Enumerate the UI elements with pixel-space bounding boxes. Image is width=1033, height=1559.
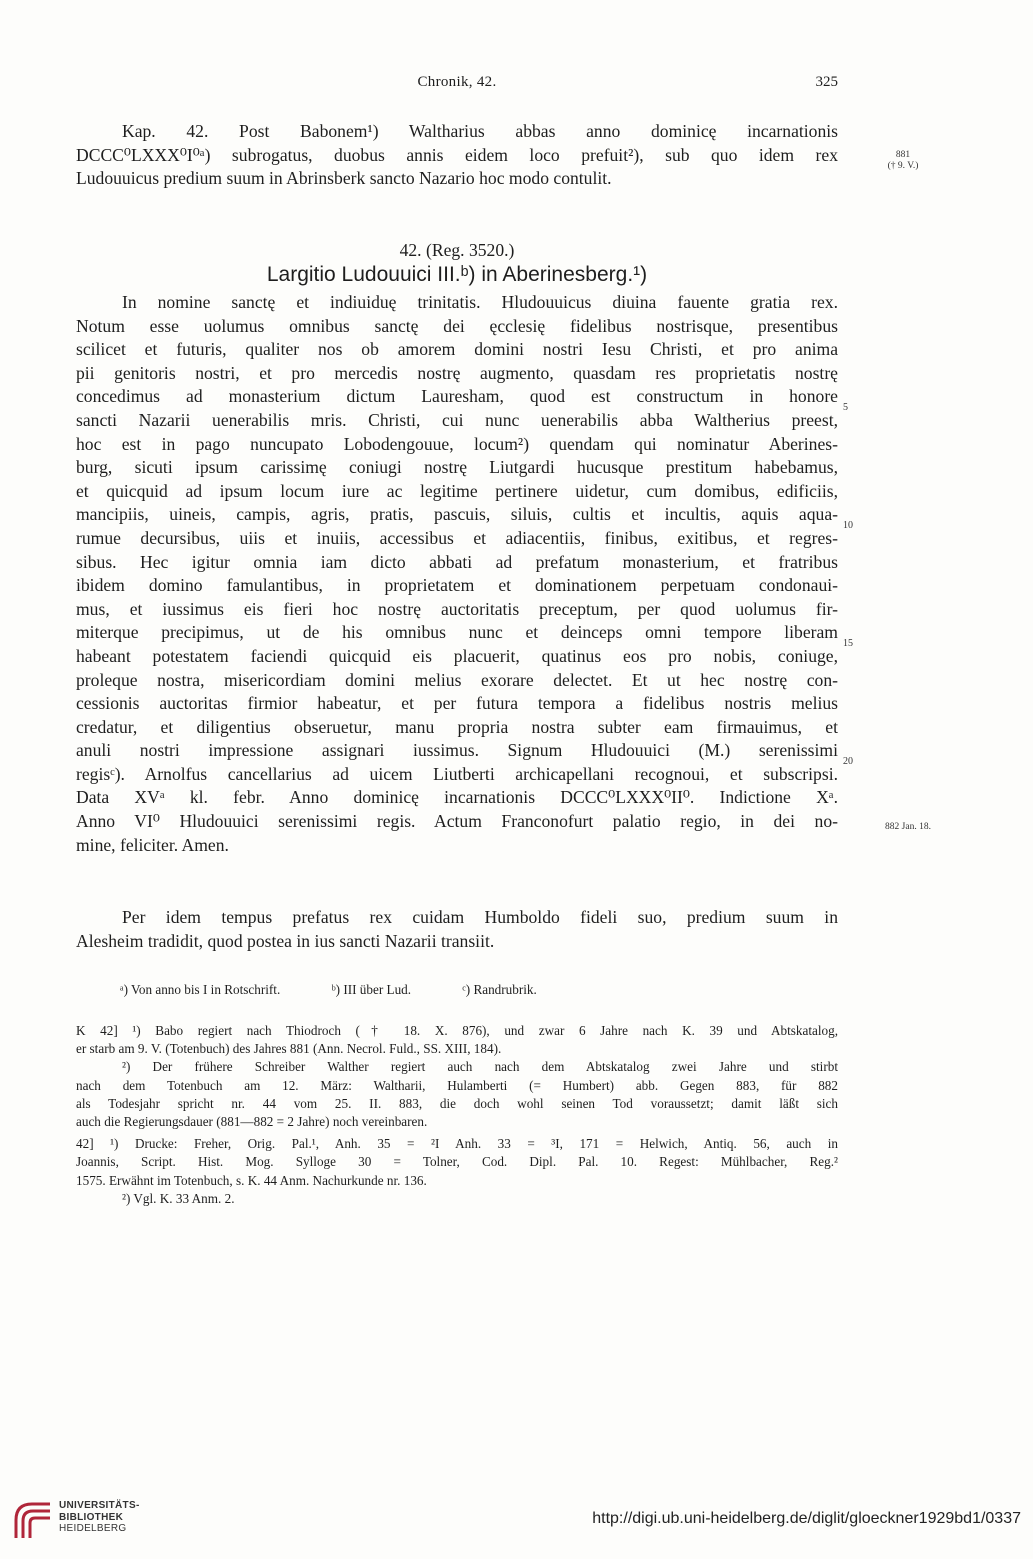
charter-line: Notum esse uolumus omnibus sanctę dei ęcclesię fidelibus nostrisque, presentibus (76, 315, 838, 336)
line-number-15: 15 (843, 638, 853, 649)
charter-line: mus, et iussimus eis fieri hoc nostrę auctoritatis preceptum, per quod uolumus fir- (76, 598, 838, 619)
intro-line: Kap. 42. Post Babonem¹) Waltharius abbas anno dominicę incarnationis (122, 121, 838, 141)
charter-line: concedimus ad monasterium dictum Lauresham, quod est constructum in honore (76, 386, 838, 407)
footnote-line: 1575. Erwähnt im Totenbuch, s. K. 44 Anm. Nachurkunde nr. 136. (76, 1172, 427, 1188)
charter-line: habeant potestatem faciendi quicquid eis placuerit, quatinus eos pro nobis, coniuge, (76, 645, 838, 666)
charter-line: rumue decursibus, uiis et inuiis, accessibus et adiacentiis, finibus, exitibus, et regres- (76, 527, 838, 548)
footnote-line: als Todesjahr spricht nr. 44 vom 25. II. 883, die doch wohl seinen Tod voraussetzt; damit läßt sich (76, 1095, 838, 1111)
footnote-line: 42] ¹) Drucke: Freher, Orig. Pal.¹, Anh. 35 = ²I Anh. 33 = ³I, 171 = Helwich, Antiq. 56, auch in (76, 1136, 838, 1152)
footnote-line: er starb am 9. V. (Totenbuch) des Jahres 881 (Ann. Necrol. Fuld., SS. XIII, 184). (76, 1041, 502, 1057)
charter-line: sancti Nazarii uenerabilis mris. Christi, cui nunc uenerabilis abba Waltherius preest, (76, 409, 838, 430)
source-url-link[interactable]: http://digi.ub.uni-heidelberg.de/diglit/gloeckner1929bd1/0337 (592, 1510, 1021, 1527)
charter-number: 42. (Reg. 3520.) (399, 240, 515, 260)
textual-apparatus (120, 982, 720, 998)
charter-line: Data XVᵃ kl. febr. Anno dominicę incarnationis DCCC⁰LXXX⁰II⁰. Indictione Xᵃ. (76, 787, 838, 808)
footnote-line: nach dem Totenbuch am 12. März: Waltharii, Hulamberti (= Humbert) abb. Gegen 883, für 882 (76, 1077, 838, 1093)
charter-line: credatur, et diligentius obseruetur, manu propria nostra subter eam firmauimus, et (76, 716, 838, 737)
apparatus-a: ᵃ) Von anno bis I in Rotschrift. (120, 982, 281, 997)
page-number: 325 (815, 74, 838, 90)
margin-note-882: 882 Jan. 18. (885, 822, 931, 832)
charter-line: hoc est in pago nuncupato Lobodengouue, locum²) quendam qui nominatur Aberines- (76, 433, 838, 454)
intro-line: Ludouuicus predium suum in Abrinsberk sancto Nazario hoc modo contulit. (76, 168, 612, 189)
running-head-title: Chronik, 42. (417, 74, 497, 90)
charter-line: mine, feliciter. Amen. (76, 834, 229, 855)
footnote-line: K 42] ¹) Babo regiert nach Thiodroch († 18. X. 876), und zwar 6 Jahre nach K. 39 und Abtskatalog, (76, 1023, 838, 1038)
charter-line: proleque nostra, misericordiam domini melius exorare delectet. Et ut hec nostrę con- (76, 669, 838, 690)
charter-line: sibus. Hec igitur omnia iam dicto abbati ad prefatum monasterium, et fratribus (76, 551, 838, 572)
footnote-line: ²) Der frühere Schreiber Walther regiert auch nach dem Abtskatalog zwei Jahre und stirbt (122, 1059, 838, 1075)
closing-line: Per idem tempus prefatus rex cuidam Humboldo fideli suo, predium suum in (122, 907, 838, 927)
charter-line: In nomine sanctę et indiuiduę trinitatis. Hludouuicus diuina fauente gratia rex. (122, 292, 838, 312)
footnotes (76, 1022, 838, 1208)
footnote-line: auch die Regierungsdauer (881—882 = 2 Jahre) noch vereinbaren. (76, 1114, 428, 1130)
closing-paragraph (76, 906, 838, 953)
charter-line: Anno VI⁰ Hludouuici serenissimi regis. Actum Franconofurt palatio regio, in dei no- (76, 811, 838, 832)
closing-line: Alesheim tradidit, quod postea in ius sancti Nazarii transiit. (76, 930, 495, 951)
charter-line: miterque precipimus, ut de his omnibus nunc et deinceps omni tempore liberam (76, 622, 838, 643)
charter-title: Largitio Ludouuici III.ᵇ) in Aberinesberg.¹) (266, 263, 648, 286)
charter-line: cessionis auctoritas firmior habeatur, et per futura tempora a fidelibus nostris melius (76, 693, 838, 714)
apparatus-b: ᵇ) III über Lud. (331, 982, 412, 997)
apparatus-c: ᶜ) Randrubrik. (462, 982, 537, 997)
footnote-line: Joannis, Script. Hist. Mog. Sylloge 30 = Tolner, Cod. Dipl. Pal. 10. Regest: Mühlbacher, Reg.² (76, 1154, 838, 1170)
charter-line: mancipiis, uineis, campis, agris, pratis, pascuis, siluis, cultis et incultis, aquis aqua- (76, 504, 838, 525)
line-number-20: 20 (843, 756, 853, 767)
charter-line: ibidem domino famulantibus, in proprietatem et dominationem perpetuam condonaui- (76, 575, 838, 596)
charter-line: scilicet et futuris, qualiter nos ob amorem domini nostri Iesu Christi, et pro anima (76, 339, 838, 360)
margin-note-881: 881 († 9. V.) (887, 150, 919, 171)
footer (0, 1488, 1033, 1559)
charter-line: anuli nostri impressione assignari iussimus. Signum Hludouuici (M.) serenissimi (76, 740, 838, 761)
running-head (76, 74, 838, 91)
intro-line: DCCC⁰LXXX⁰I⁰ᵃ) subrogatus, duobus annis eidem loco prefuit²), sub quo idem rex (76, 144, 838, 165)
charter-text (76, 291, 838, 857)
charter-line: burg, sicuti ipsum carissimę coniugi nostrę Liutgardi hucusque prestitum habebamus, (76, 457, 838, 478)
footnote-line: ²) Vgl. K. 33 Anm. 2. (122, 1190, 235, 1206)
intro-paragraph (76, 120, 838, 191)
library-name: UNIVERSITÄTS- BIBLIOTHEK HEIDELBERG (59, 1500, 140, 1534)
charter-line: et quicquid ad ipsum locum iure ac legitime pertinere uidetur, cum domibus, edificiis, (76, 480, 838, 501)
line-number-10: 10 (843, 520, 853, 531)
line-number-5: 5 (843, 402, 848, 413)
charter-line: regisᶜ). Arnolfus cancellarius ad uicem Liutberti archicapellani recognoui, et subscripsi. (76, 763, 838, 784)
library-logo-icon (12, 1498, 54, 1542)
charter-line: pii genitoris nostri, et pro mercedis nostrę augmento, quasdam res proprietatis nostrę (76, 362, 838, 383)
